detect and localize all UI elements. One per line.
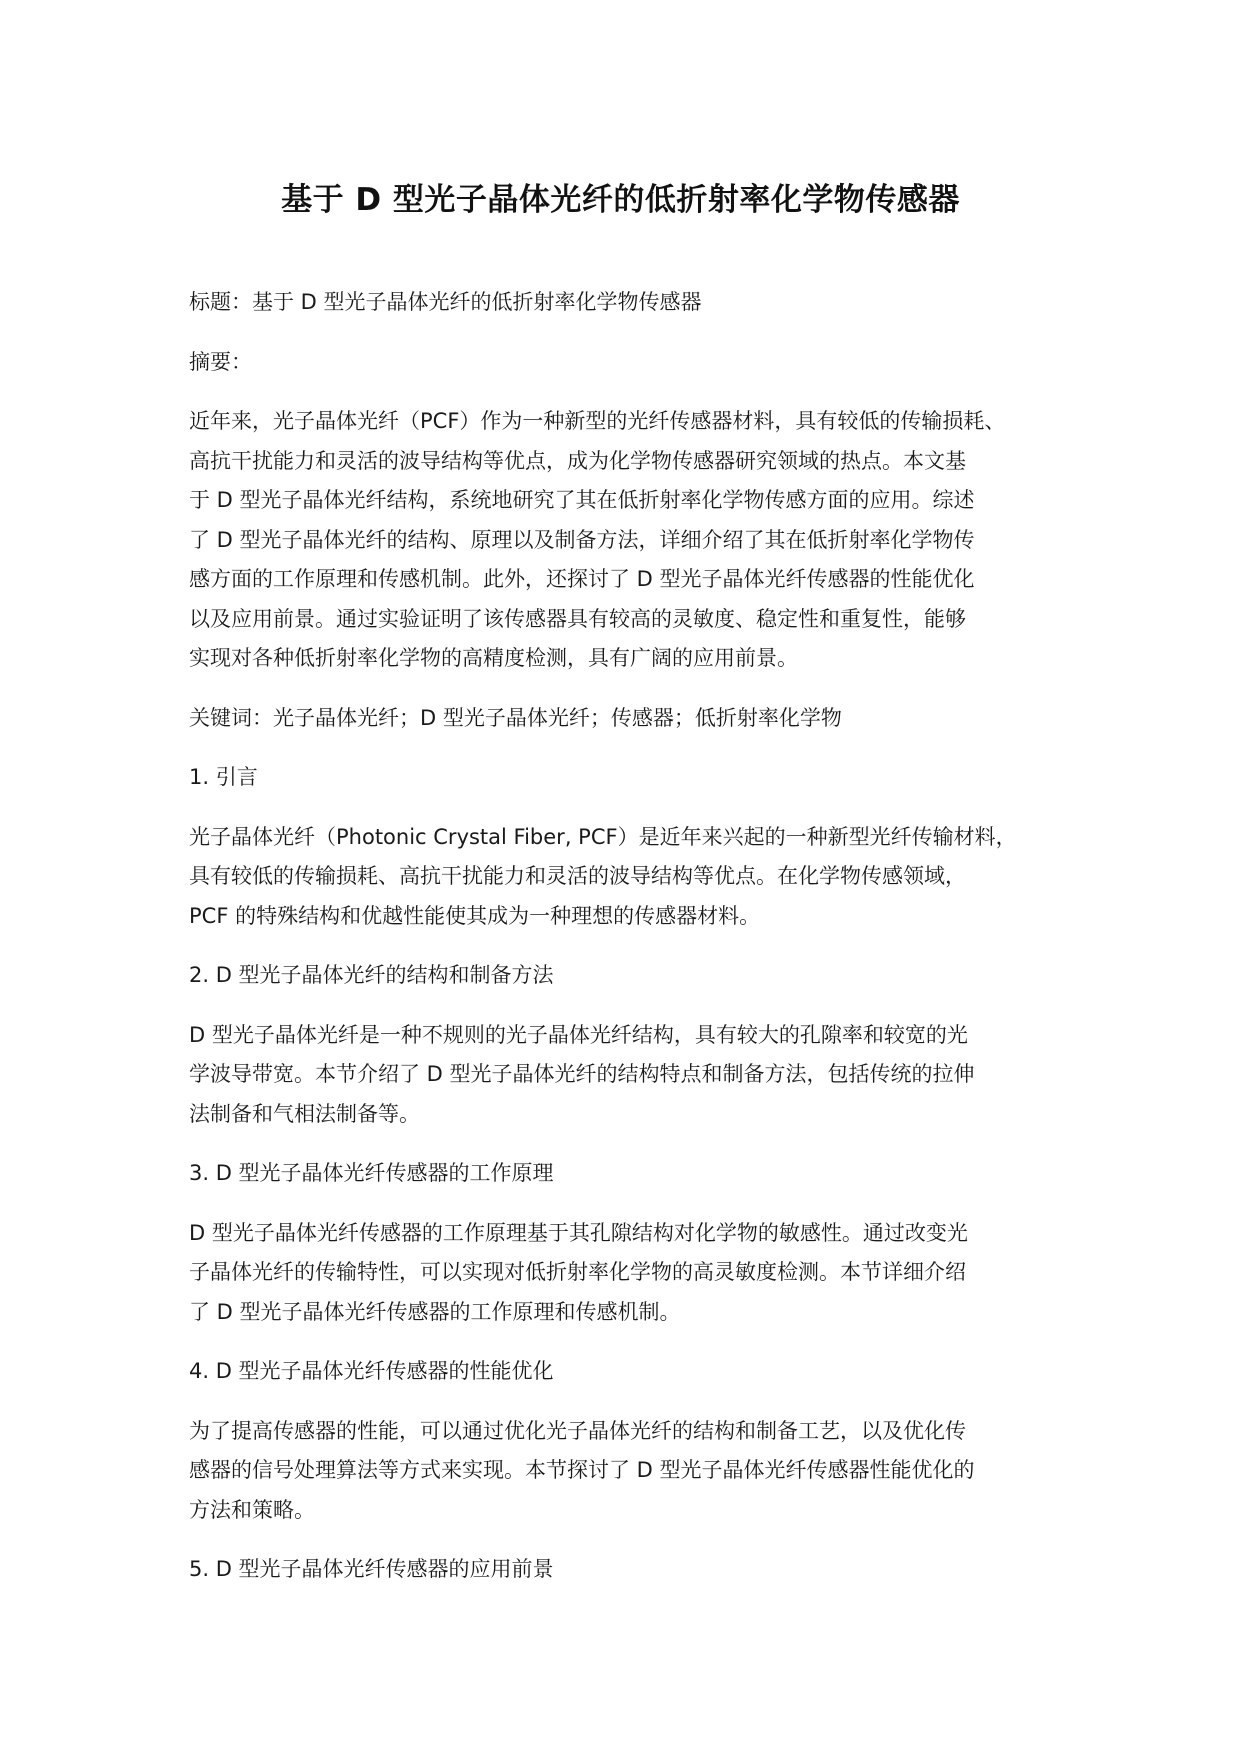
paragraph-line: 方法和策略。 [189,1497,315,1522]
paragraph-line: 子晶体光纤的传输特性，可以实现对低折射率化学物的高灵敏度检测。本节详细介绍 [189,1260,966,1284]
abstract-line: 于 D 型光子晶体光纤结构，系统地研究了其在低折射率化学物传感方面的应用。综述 [189,488,975,512]
paragraph-line: 了 D 型光子晶体光纤传感器的工作原理和传感机制。 [189,1299,681,1324]
abstract-paragraph [189,402,1089,679]
section-heading-structure: 2. D 型光子晶体光纤的结构和制备方法 [189,963,554,987]
paragraph-line: 具有较低的传输损耗、高抗干扰能力和灵活的波导结构等优点。在化学物传感领域， [189,864,966,888]
abstract-label: 摘要： [189,349,252,374]
abstract-line: 了 D 型光子晶体光纤的结构、原理以及制备方法，详细介绍了其在低折射率化学物传 [189,527,975,552]
paragraph-line: 学波导带宽。本节介绍了 D 型光子晶体光纤的结构特点和制备方法，包括传统的拉伸 [189,1062,975,1086]
paragraph-line: 为了提高传感器的性能，可以通过优化光子晶体光纤的结构和制备工艺，以及优化传 [189,1418,966,1443]
abstract-line: 高抗干扰能力和灵活的波导结构等优点，成为化学物传感器研究领域的热点。本文基 [189,448,966,473]
paragraph-line: PCF 的特殊结构和优越性能使其成为一种理想的传感器材料。 [189,903,761,928]
section-paragraph-structure [189,1016,1089,1135]
document-title: 基于 D 型光子晶体光纤的低折射率化学物传感器 [281,182,960,218]
title-line: 标题：基于 D 型光子晶体光纤的低折射率化学物传感器 [189,290,702,314]
section-heading-principle: 3. D 型光子晶体光纤传感器的工作原理 [189,1161,554,1185]
abstract-line: 以及应用前景。通过实验证明了该传感器具有较高的灵敏度、稳定性和重复性，能够 [189,606,966,631]
paragraph-line: 光子晶体光纤（Photonic Crystal Fiber, PCF）是近年来兴起的一种新型光纤传输材料， [189,824,1017,849]
abstract-line: 实现对各种低折射率化学物的高精度检测，具有广阔的应用前景。 [189,646,798,670]
paragraph-line: 法制备和气相法制备等。 [189,1101,420,1126]
section-heading-optimization: 4. D 型光子晶体光纤传感器的性能优化 [189,1359,554,1383]
section-paragraph-principle [189,1214,1089,1333]
paragraph-line: D 型光子晶体光纤传感器的工作原理基于其孔隙结构对化学物的敏感性。通过改变光 [189,1220,968,1245]
paragraph-line: D 型光子晶体光纤是一种不规则的光子晶体光纤结构，具有较大的孔隙率和较宽的光 [189,1022,968,1047]
keywords-line: 关键词：光子晶体光纤；D 型光子晶体光纤；传感器；低折射率化学物 [189,705,842,730]
section-heading-prospects: 5. D 型光子晶体光纤传感器的应用前景 [189,1557,554,1581]
paragraph-line: 感器的信号处理算法等方式来实现。本节探讨了 D 型光子晶体光纤传感器性能优化的 [189,1458,975,1482]
section-paragraph-introduction [189,818,1089,937]
section-heading-introduction: 1. 引言 [189,765,258,789]
abstract-line: 近年来，光子晶体光纤（PCF）作为一种新型的光纤传感器材料，具有较低的传输损耗、 [189,409,1006,433]
section-paragraph-optimization [189,1412,1089,1531]
abstract-line: 感方面的工作原理和传感机制。此外，还探讨了 D 型光子晶体光纤传感器的性能优化 [189,567,975,591]
document-body [189,283,1089,1610]
